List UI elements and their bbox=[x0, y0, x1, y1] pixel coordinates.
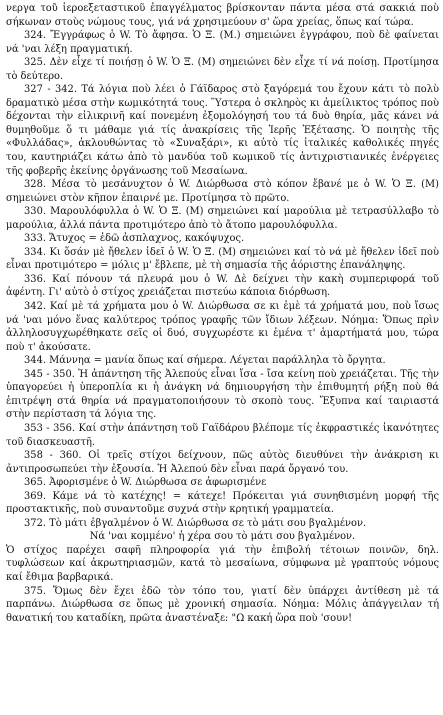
commentary-paragraph: νεργα τοῦ ἱεροεξεταστικοῦ ἐπαγγέλματος βρίσκονταν πάντα μέσα στά σακκιά ποὺ σήκωναν στοὺς νώμους τους, γιά νά χρησιμεύουν σ' ὥρα χρείας, ὅπως καί τώρα. bbox=[6, 3, 439, 28]
quoted-verse-line: Νά 'ναι κομμένο' ἡ χέρα σου τὸ μάτι σου βγαλμένον. bbox=[89, 531, 356, 543]
commentary-paragraph: 342. Καί μὲ τά χρήματα μου ὁ W. Διώρθωσα σε κι ἐμὲ τά χρήματά μου, ποὺ ἴσως νά 'ναι μόνο ἕνας καλύτερος τρόπος γραφῆς τῶν ἴδιων λέξεων. Νόημα: Ὅπως πρὶν ἀλληλοσυγχωρέθηκατε σεῖς οἱ δυό, συγχωρέστε κι ἐμένα τ' ἁμαρτήματά μου, τώρα ποὺ τ' ἀκούσατε. bbox=[6, 301, 439, 353]
commentary-paragraph: 334. Κι ὅσάν μὲ ἤθελεν ἰδεῖ ὁ W. Ὁ Ξ. (Μ) σημειώνει καί τὸ νά μὲ ἤθελεν ἰδεῖ ποὺ εἶναι προτιμότερο = μόλις μ' ἔβλεπε, μὲ τὴ σημασία τῆς ἀόριστης ἐπανάληψης. bbox=[6, 246, 439, 272]
commentary-paragraph: 344. Μάννηα = μανία ὅπως καί σήμερα. Λέγεται παράλληλα τὸ ὄργητα. bbox=[24, 355, 386, 367]
commentary-paragraph: 353 - 356. Καί στὴν ἀπάντηση τοῦ Γαϊδάρου βλέπομε τίς ἐκφραστικές ἱκανότητες τοῦ διασκευαστῆ. bbox=[6, 422, 439, 448]
commentary-paragraph: 345 - 350. Ἡ ἀπάντηση τῆς Ἀλεπούς εἶναι ἴσα - ἴσα κείνη ποὺ χρειάζεται. Τῆς τὴν ὑπαγορεύει ἡ ὑπεροπλία κι ἡ ἀνάγκη νά δημιουργήση τὴν ἐπιθυμητή ρήξη ποὺ θά ἐπιτρέψη στά θηρία νά πραγματοποιήσουν τὸ σκοπὸ τους. Ἔξυπνα καί ταιριαστά στὴν περίσταση τά λόγια της. bbox=[6, 368, 439, 421]
commentary-paragraph: 375. Ὅμως δὲν ἔχει ἐδῶ τὸν τόπο του, γιατί δὲν ὑπάρχει ἀντίθεση μὲ τά παρπάνω. Διώρθωσα σε ὅπως μὲ χρονική σημασία. Νόημα: Μόλις ἀπάγγειλαν τή θανατική του καταδίκη, πρῶτα ἀναστέναξε: "Ω κακή ὥρα ποὺ 'σουν! bbox=[6, 585, 439, 624]
commentary-paragraph: 325. Δὲν εἶχε τί ποιήσῃ ὁ W. Ὁ Ξ. (Μ) σημειώνει δὲν εἶχε τί νά ποίσῃ. Προτίμησα τὸ δεύτερο. bbox=[6, 57, 439, 82]
commentary-paragraph: 330. Μαρουλόφυλλα ὁ W. Ὁ Ξ. (Μ) σημειώνει καί μαρούλια μὲ τετρασύλλαβο τὸ μαρούλια, ἀλλά πάντα προτιμότερο ἀπὸ τὸ ἄτοπο μαρουλόφυλλα. bbox=[6, 206, 439, 231]
commentary-paragraph: Ὁ στίχος παρέχει σαφῆ πληροφορία γιά τὴν ἐπιβολή τέτοιων ποινῶν, δηλ. τυφλώσεων καί ἀκρωτηριασμῶν, κατά τὸ μεσαίωνα, σύμφωνα μὲ γραπτούς νόμους καί ἔθιμα βαρβαρικά. bbox=[6, 544, 439, 583]
commentary-paragraph: 358 - 360. Οἱ τρεῖς στίχοι δείχνουν, πῶς αὐτὸς διευθύνει τὴν ἀνάκριση κι ἀντιπροσωπεύει τὴν ἐξουσία. Ἡ Ἀλεπού δὲν εἶναι παρά ὄργανό του. bbox=[6, 450, 439, 475]
commentary-paragraph: 372. Τὸ μάτι ἐβγαλμένον ὁ W. Διώρθωσα σε τὸ μάτι σου βγαλμένον. bbox=[24, 517, 367, 529]
commentary-paragraph: 369. Κάμε νά τὸ κατέχης! = κάτεχε! Πρόκειται γιά συνηθισμένη μορφή τῆς προστακτικῆς, ποὺ συναντοῦμε συχνά στὴν κρητική γραμματεία. bbox=[6, 490, 439, 516]
commentary-paragraph: 324. Ἔγγράφως ὁ W. Τὸ ἄφησα. Ὁ Ξ. (Μ.) σημειώνει ἐγγράφου, ποὺ δὲ φαίνεται νά 'ναι λέξη πραγματική. bbox=[6, 30, 439, 55]
commentary-paragraph: 365. Ἀφορισμένε ὁ W. Διώρθωσα σε ἀφωρισμένε bbox=[24, 477, 267, 489]
commentary-paragraph: 328. Μέσα τὸ μεσάνυχτον ὁ W. Διώρθωσα στὸ κόπον ἔβανέ με ὁ W. Ὁ Ξ. (Μ) σημειώνει στὸν κῆπον ἐπαιρνέ με. Προτίμησα τὸ πρῶτο. bbox=[6, 179, 439, 204]
commentary-paragraph: 327 - 342. Τά λόγια ποὺ λέει ὁ Γάϊδαρος στὸ ξαγόρεμά του ἔχουν κάτι τὸ πολὺ δραματικὸ μέσα στὴν κωμικότητά τους. Ὕστερα ὁ σκληρὸς κι ἀμείλικτος τρόπος ποὺ δέχονται τὴν εἰλικρινῆ καί πονεμένη ἐξομολόγησή του τά δυὸ θηρία, μᾶς κάνει νά θυμηθοῦμε ὅ τι μάθαμε γιά τίς ἀνακρίσεις τῆς Ἱερῆς Ἐξέτασης. Ὁ ποιητὴς τῆς «Φυλλάδας», ἀκλουθώντας τὸ «Συναξάρι», κι αὐτὸ τίς ἰταλικές καθολικές πηγές του, καυτηριάζει κάτω ἀπὸ τὸ μανδύα τοῦ κωμικοῦ τίς ἀντιχριστιανικές ἐνέργειες τῆς φοβερῆς ἐκείνης ὀργάνωσης τοῦ Μεσαίωνα. bbox=[6, 84, 439, 177]
commentary-paragraph: 333. Ἄτυχος = ἐδῶ ἀσπλαχνος, κακόψυχος. bbox=[24, 233, 245, 245]
commentary-paragraph: 336. Καί πόνουν τά πλευρά μου ὁ W. Δὲ δείχνει τὴν κακὴ συμπεριφορά τοῦ ἀφέντη. Γι' αὐτὸ ὁ στίχος χρειάζεται πιστεύω κάποια διόρθωση. bbox=[6, 273, 439, 299]
